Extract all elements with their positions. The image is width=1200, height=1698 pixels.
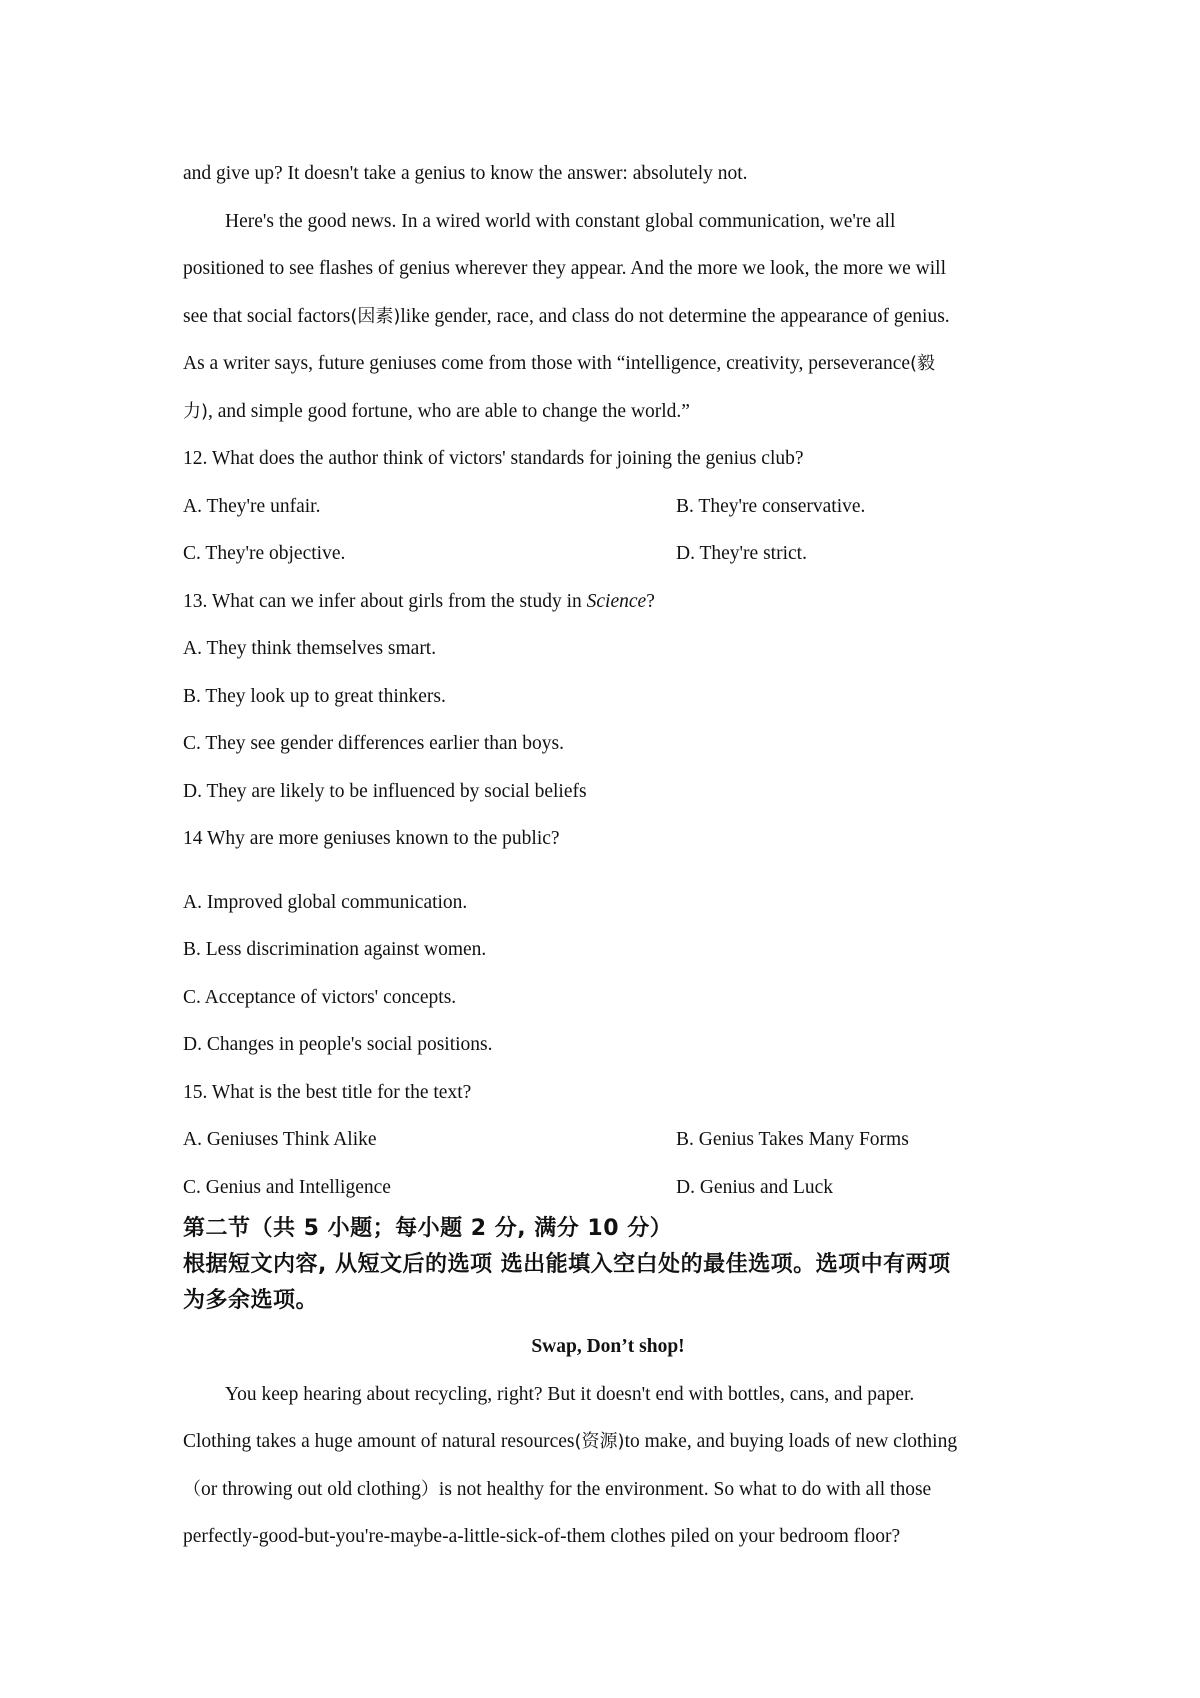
question-stem: 12. What does the author think of victors' standards for joining the genius club? [183,448,804,469]
option-c: C. They're objective. [183,543,346,564]
section-instruction: 为多余选项。 [183,1288,319,1313]
question-stem: 15. What is the best title for the text? [183,1081,472,1103]
paragraph-line: positioned to see flashes of genius wherever they appear. And the more we look, the more we will [183,258,946,279]
option-row [183,1116,1033,1164]
option-b: B. They look up to great thinkers. [183,685,446,707]
gloss-cjk: (资源) [574,1431,625,1452]
paragraph-line [183,340,1033,388]
option-a: A. They're unfair. [183,495,321,517]
paren-cjk: （ [183,1478,201,1500]
text-run: see that social factors [183,305,351,327]
text-run: 13. What can we infer about girls from the study in [183,590,587,612]
gloss-cjk: 力) [183,400,209,422]
gloss-cjk: (毅 [910,353,936,374]
option-a: A. They think themselves smart. [183,638,437,659]
section-instruction: 根据短文内容, 从短文后的选项 选出能填入空白处的最佳选项。选项中有两项 [183,1252,951,1277]
option-b: B. Less discrimination against women. [183,939,487,960]
passage-continuation: and give up? It doesn't take a genius to know the answer: absolutely not. [183,163,748,184]
option-c: C. They see gender differences earlier than boys. [183,733,565,754]
journal-name: Science [586,590,647,612]
option-c: C. Acceptance of victors' concepts. [183,986,457,1008]
paren-cjk: ） [420,1478,439,1500]
text-run: or throwing out old clothing [201,1478,421,1500]
option-d: D. Genius and Luck [676,1176,834,1198]
spacer [183,863,1033,879]
paragraph-line [183,1418,1033,1466]
text-run: is not healthy for the environment. So what to do with all those [438,1478,932,1500]
question-stem: 14 Why are more geniuses known to the public? [183,828,560,849]
text-run: As a writer says, future geniuses come from those with “intelligence, creativity, perseverance [183,353,911,374]
option-a: A. Geniuses Think Alike [183,1129,377,1150]
paragraph-line: perfectly-good-but-you're-maybe-a-little-sick-of-them clothes piled on your bedroom floor? [183,1526,901,1547]
option-c: C. Genius and Intelligence [183,1176,391,1198]
option-d: D. They are likely to be influenced by social beliefs [183,780,587,802]
option-d: D. They're strict. [676,543,807,564]
section-heading: 第二节（共 5 小题；每小题 2 分, 满分 10 分） [183,1216,673,1241]
gloss-cjk: (因素) [350,305,401,327]
passage-title: Swap, Don’t shop! [531,1336,685,1357]
question-stem [183,578,1033,626]
option-row [183,483,1033,531]
text-run: to make, and buying loads of new clothing [624,1431,958,1452]
text-run: ? [646,590,655,612]
paragraph-line [183,1466,1033,1514]
paragraph-line: You keep hearing about recycling, right? But it doesn't end with bottles, cans, and paper. [225,1383,915,1405]
option-row [183,530,1033,578]
option-d: D. Changes in people's social positions. [183,1034,493,1055]
text-run: like gender, race, and class do not determine the appearance of genius. [400,305,950,327]
document-page [183,150,1033,1561]
option-b: B. They're conservative. [676,495,866,517]
option-row [183,1164,1033,1212]
text-run: , and simple good fortune, who are able to change the world.” [208,400,690,422]
option-b: B. Genius Takes Many Forms [676,1129,909,1150]
paragraph-line [183,388,1033,436]
option-a: A. Improved global communication. [183,891,468,913]
paragraph-line [183,293,1033,341]
text-run: Clothing takes a huge amount of natural resources [183,1431,575,1452]
paragraph-line: Here's the good news. In a wired world with constant global communication, we're all [225,210,896,232]
